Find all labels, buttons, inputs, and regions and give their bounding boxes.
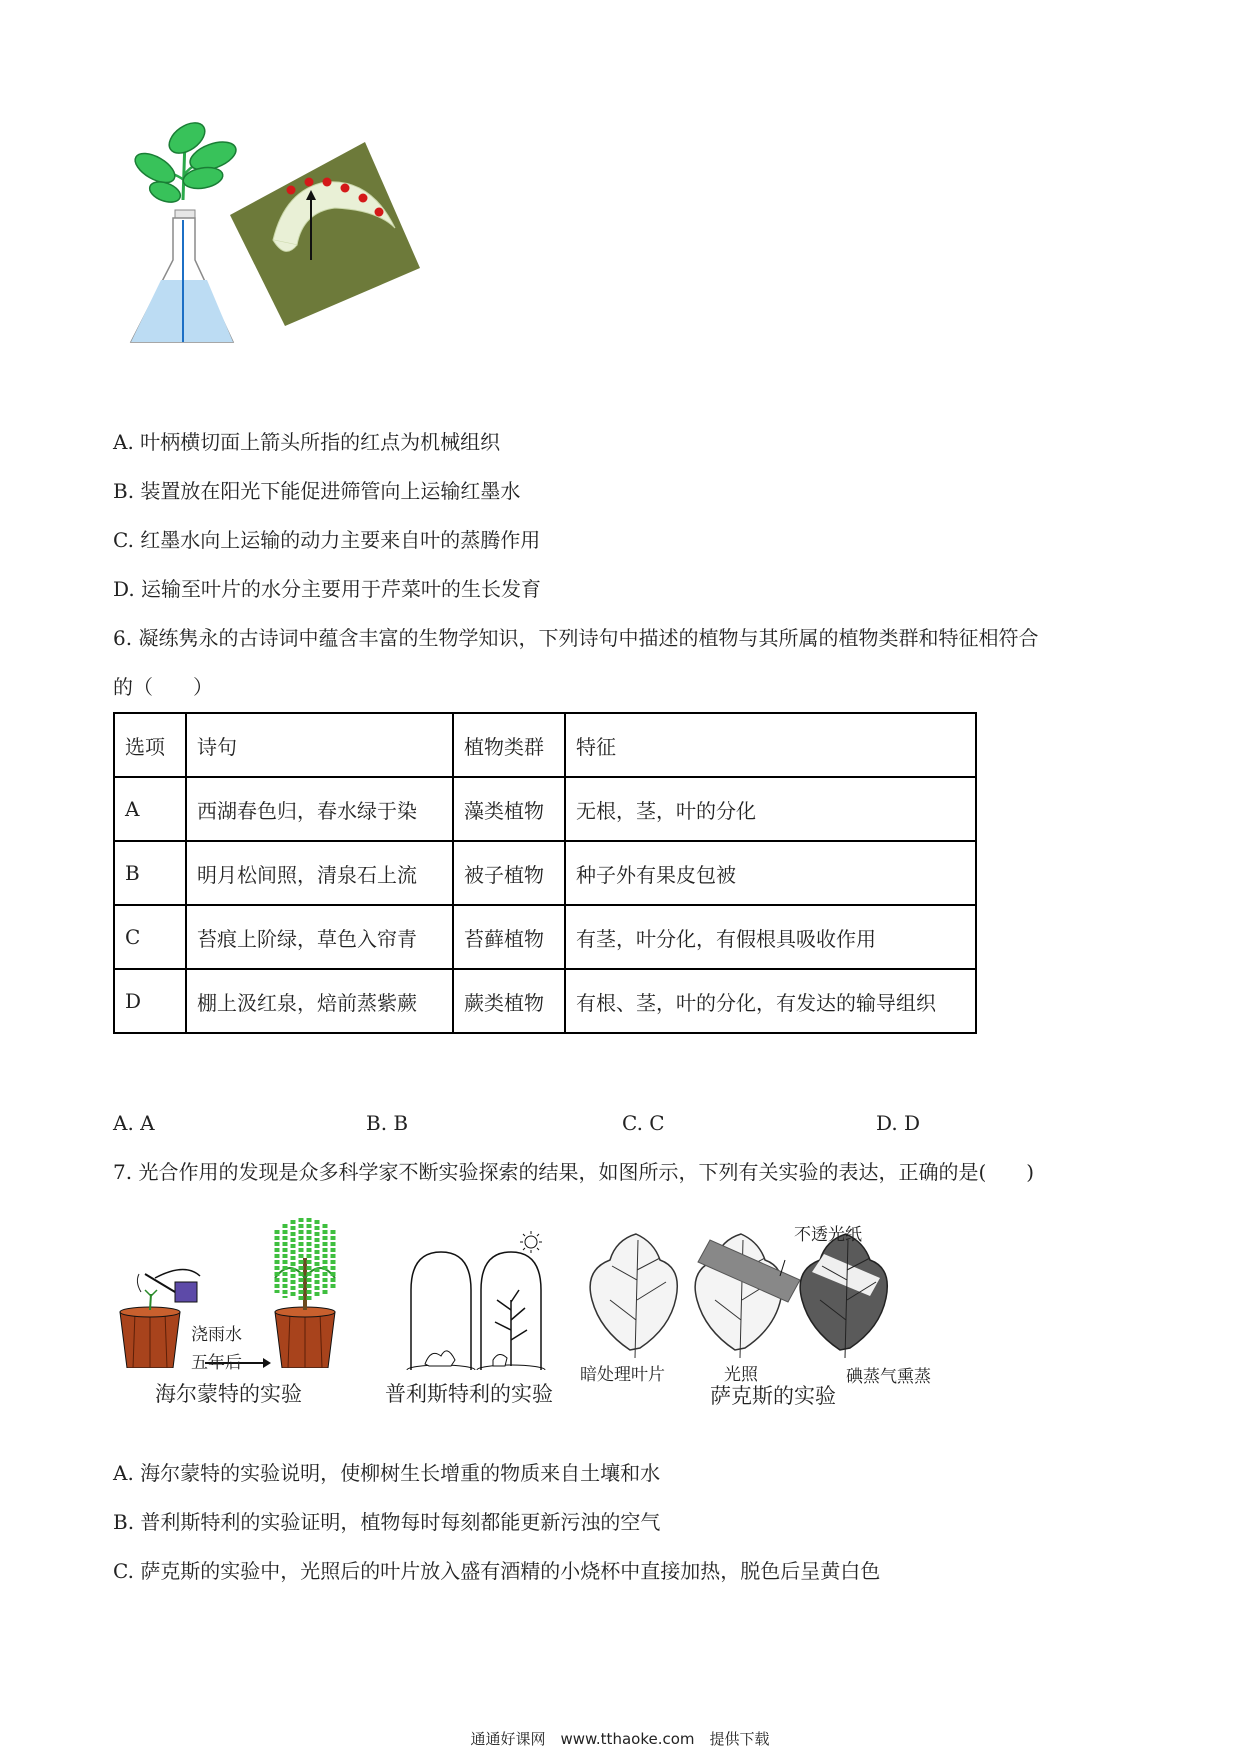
table-row (114, 969, 976, 1033)
q6-answer-c: C. C (622, 1111, 665, 1135)
water-label: 浇雨水 (191, 1325, 242, 1345)
cell-plant-group: 蕨类植物 (453, 969, 565, 1033)
cell-poem: 明月松间照，清泉石上流 (186, 841, 453, 905)
cell-poem: 棚上汲红泉，焙前蒸紫蕨 (186, 969, 453, 1033)
sachs-caption: 萨克斯的实验 (710, 1384, 836, 1408)
sachs-experiment (580, 1220, 960, 1410)
q7-option-c: C. 萨克斯的实验中，光照后的叶片放入盛有酒精的小烧杯中直接加热，脱色后呈黄白色 (113, 1559, 881, 1583)
cell-feature: 有根、茎，叶的分化，有发达的输导组织 (565, 969, 976, 1033)
q6-stem: 6. 凝练隽永的古诗词中蕴含丰富的生物学知识，下列诗句中描述的植物与其所属的植物类群和特征相符合 (113, 626, 1039, 650)
dark-leaf-icon (590, 1234, 677, 1358)
header-poem: 诗句 (186, 713, 453, 777)
celery-flask-icon (130, 120, 239, 342)
cell-plant-group: 苔藓植物 (453, 905, 565, 969)
cell-feature: 无根，茎，叶的分化 (565, 777, 976, 841)
cell-plant-group: 被子植物 (453, 841, 565, 905)
cell-option: A (114, 777, 186, 841)
q6-answer-d: D. D (876, 1111, 921, 1135)
priestley-caption: 普利斯特利的实验 (385, 1382, 553, 1406)
cell-plant-group: 藻类植物 (453, 777, 565, 841)
q5-figure (125, 120, 475, 370)
cell-option: D (114, 969, 186, 1033)
helmont-caption: 海尔蒙特的实验 (155, 1382, 302, 1406)
table-header-row (114, 713, 976, 777)
page-footer: 通通好课网 www.tthaoke.com 提供下载 (470, 1730, 770, 1748)
q6-table (113, 712, 977, 1034)
helmont-experiment (115, 1218, 355, 1408)
q7-stem: 7. 光合作用的发现是众多科学家不断实验探索的结果，如图所示，下列有关实验的表达，正确的是( ) (113, 1160, 1035, 1184)
cell-poem: 西湖春色归，春水绿于染 (186, 777, 453, 841)
petiole-cross-section-icon (230, 142, 420, 326)
table-row (114, 905, 976, 969)
priestley-experiment (385, 1230, 585, 1410)
five-years-label: 五年后 (191, 1353, 242, 1373)
light-leaf-icon (695, 1234, 800, 1358)
q7-option-b: B. 普利斯特利的实验证明，植物每时每刻都能更新污浊的空气 (113, 1510, 661, 1534)
cell-feature: 种子外有果皮包被 (565, 841, 976, 905)
header-option: 选项 (114, 713, 186, 777)
opaque-paper-label: 不透光纸 (794, 1225, 862, 1245)
header-plant-group: 植物类群 (453, 713, 565, 777)
iodine-leaf-icon (800, 1234, 887, 1358)
header-feature: 特征 (565, 713, 976, 777)
dark-leaf-label: 暗处理叶片 (580, 1365, 665, 1385)
iodine-leaf-label: 碘蒸气熏蒸 (846, 1367, 931, 1387)
cell-feature: 有茎，叶分化，有假根具吸收作用 (565, 905, 976, 969)
q6-answer-a: A. A (113, 1111, 155, 1135)
table-row (114, 777, 976, 841)
q7-option-a: A. 海尔蒙特的实验说明，使柳树生长增重的物质来自土壤和水 (113, 1461, 661, 1485)
leaf-experiment-icon (580, 1220, 960, 1360)
q6-stem-continued: 的（ ） (113, 675, 213, 699)
light-leaf-label: 光照 (724, 1365, 758, 1385)
q5-option-b: B. 装置放在阳光下能促进筛管向上运输红墨水 (113, 479, 521, 503)
q6-answer-b: B. B (366, 1111, 409, 1135)
bell-jar-icon (385, 1230, 585, 1370)
cell-option: C (114, 905, 186, 969)
q5-option-c: C. 红墨水向上运输的动力主要来自叶的蒸腾作用 (113, 528, 541, 552)
q5-option-d: D. 运输至叶片的水分主要用于芹菜叶的生长发育 (113, 577, 542, 601)
q5-option-a: A. 叶柄横切面上箭头所指的红点为机械组织 (113, 430, 501, 454)
table-row (114, 841, 976, 905)
cell-poem: 苔痕上阶绿，草色入帘青 (186, 905, 453, 969)
cell-option: B (114, 841, 186, 905)
willow-pot-icon (115, 1218, 355, 1368)
